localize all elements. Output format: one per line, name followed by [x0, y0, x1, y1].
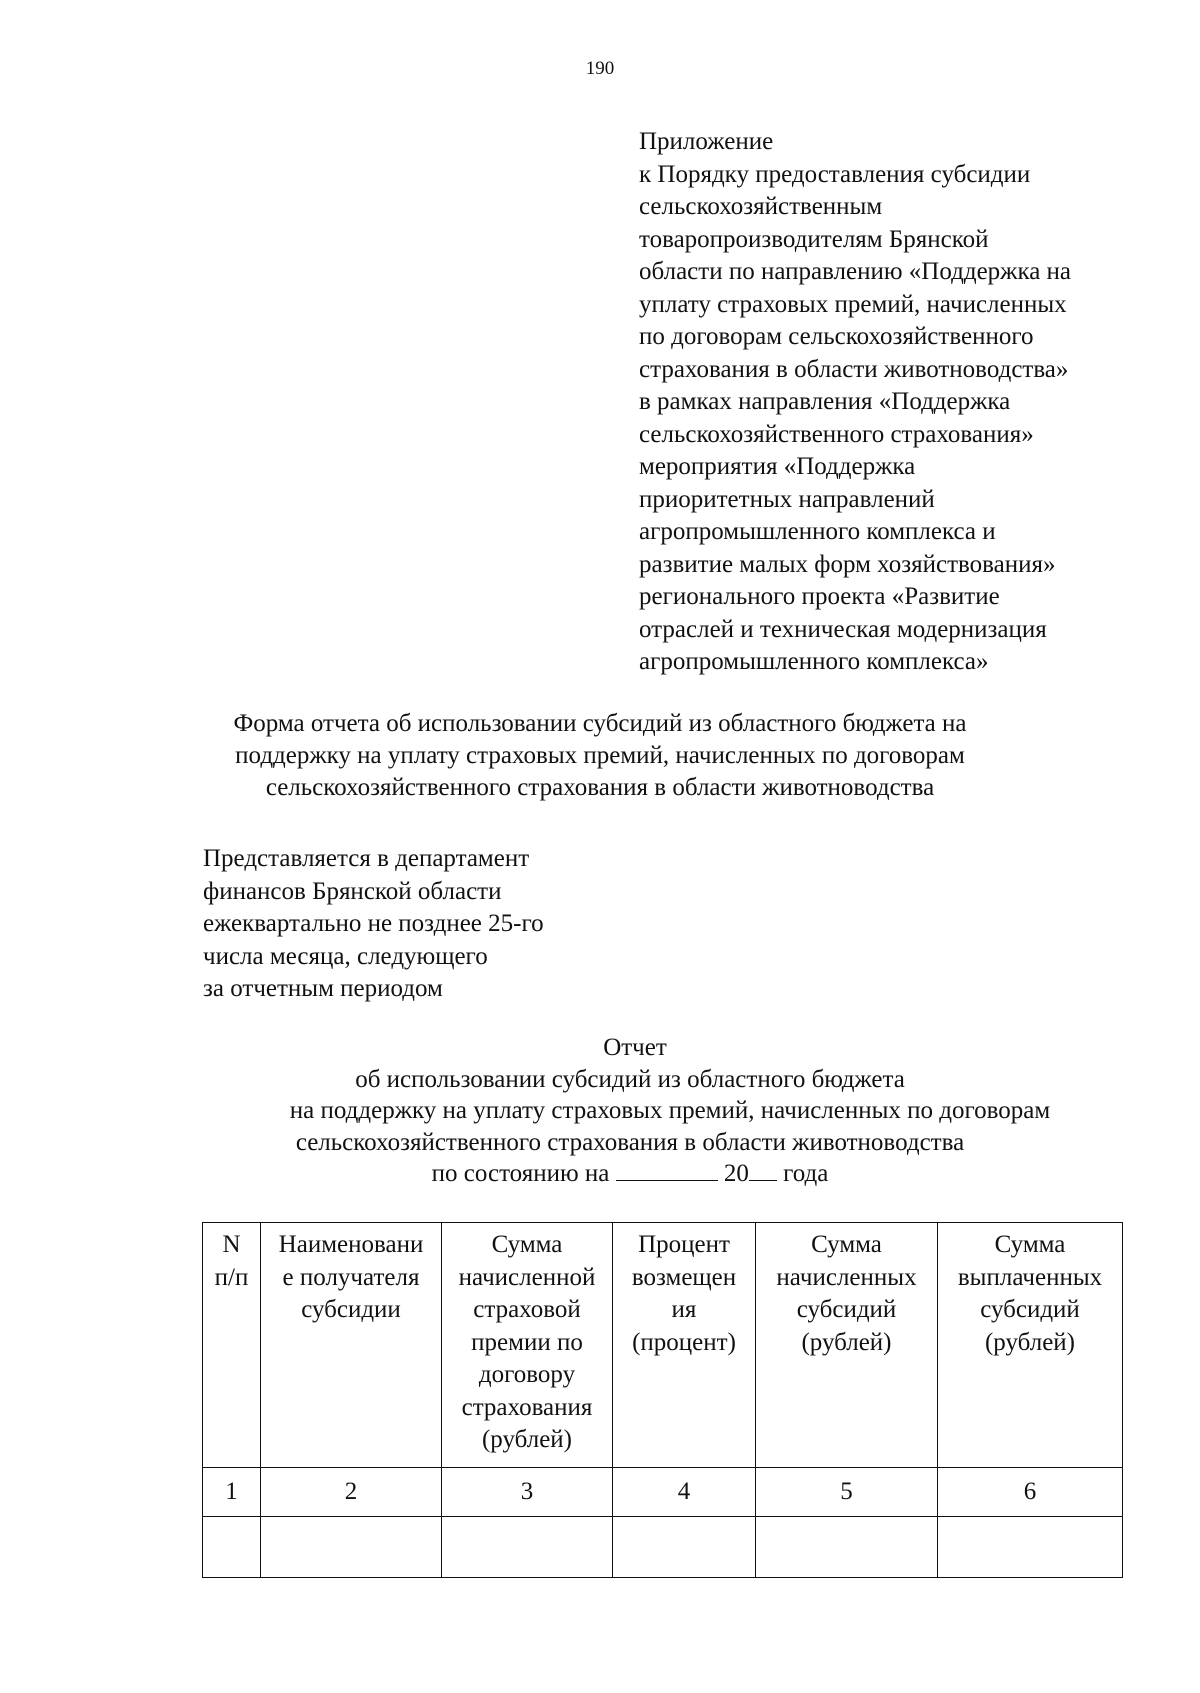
report-title	[0, 1032, 1200, 1190]
appendix-line: сельскохозяйственного страхования»	[639, 420, 1034, 448]
submission-note-line: ежеквартально не позднее 25-го	[203, 910, 544, 937]
appendix-line: товаропроизводителям Брянской	[639, 225, 989, 253]
column-number-cell: 3	[442, 1468, 613, 1517]
appendix-line: к Порядку предоставления субсидии	[639, 160, 1031, 188]
header-cell-recipient	[261, 1223, 442, 1468]
header-text: Сумма начисленных субсидий (рублей)	[776, 1231, 917, 1356]
appendix-line: по договорам сельскохозяйственного	[639, 323, 1034, 350]
appendix-line: мероприятия «Поддержка	[639, 453, 916, 480]
header-text: N п/п	[214, 1231, 249, 1291]
table-cell[interactable]	[756, 1517, 938, 1578]
table-row	[203, 1517, 1123, 1578]
submission-note	[203, 843, 653, 1006]
report-date-blank[interactable]	[616, 1158, 718, 1181]
form-title-line: поддержку на уплату страховых премий, начисленных по договорам	[235, 742, 965, 769]
header-text: Сумма начисленной страховой премии по договору страхования (рублей)	[458, 1231, 596, 1453]
appendix-line: в рамках направления «Поддержка	[639, 388, 1011, 415]
header-cell-accrued-subsidies	[756, 1223, 938, 1468]
column-number-cell: 2	[261, 1468, 442, 1517]
appendix-line: регионального проекта «Развитие	[639, 583, 1000, 610]
report-year-prefix: 20	[723, 1160, 749, 1187]
submission-note-line: финансов Брянской области	[203, 877, 502, 905]
submission-note-line: Представляется в департамент	[203, 845, 530, 872]
column-number-cell: 1	[203, 1468, 261, 1517]
form-title	[0, 708, 1200, 804]
header-cell-percent	[613, 1223, 756, 1468]
column-number-cell: 5	[756, 1468, 938, 1517]
report-subtitle-line: об использовании субсидий из областного бюджета	[355, 1065, 905, 1093]
column-number-cell: 6	[938, 1468, 1123, 1517]
form-title-line: сельскохозяйственного страхования в области животноводства	[265, 774, 935, 801]
header-text: Наименовани е получателя субсидии	[278, 1231, 424, 1323]
table-cell[interactable]	[613, 1517, 756, 1578]
header-cell-premium-sum	[442, 1223, 613, 1468]
report-year-suffix: года	[783, 1160, 829, 1187]
table-cell[interactable]	[203, 1517, 261, 1578]
table-cell[interactable]	[442, 1517, 613, 1578]
appendix-line: приоритетных направлений	[639, 485, 935, 513]
appendix-line: агропромышленного комплекса»	[639, 648, 989, 675]
header-text: Сумма выплаченных субсидий (рублей)	[957, 1231, 1103, 1356]
submission-note-line: числа месяца, следующего	[203, 942, 488, 970]
table-cell[interactable]	[261, 1517, 442, 1578]
appendix-line: развитие малых форм хозяйствования»	[639, 550, 1056, 578]
form-title-line: Форма отчета об использовании субсидий из областного бюджета на	[233, 710, 967, 737]
column-number-cell: 4	[613, 1468, 756, 1517]
page-number: 190	[585, 58, 615, 79]
header-text: Процент возмещен ия (процент)	[631, 1231, 737, 1356]
appendix-line: агропромышленного комплекса и	[639, 518, 996, 545]
header-cell-paid-subsidies	[938, 1223, 1123, 1468]
report-date-line	[0, 1158, 1200, 1190]
appendix-line: страхования в области животноводства»	[639, 355, 1069, 383]
appendix-line: Приложение	[639, 128, 774, 155]
report-heading: Отчет	[603, 1034, 667, 1061]
report-year-blank[interactable]	[749, 1158, 777, 1181]
report-subtitle-line: на поддержку на уплату страховых премий, начисленных по договорам	[289, 1097, 1051, 1124]
appendix-line: области по направлению «Поддержка на	[639, 258, 1072, 285]
appendix-line: уплату страховых премий, начисленных	[639, 290, 1067, 318]
appendix-line: сельскохозяйственным	[639, 193, 883, 220]
appendix-line: отраслей и техническая модернизация	[639, 615, 1047, 643]
report-subtitle-line: сельскохозяйственного страхования в области животноводства	[295, 1128, 965, 1156]
table-header-row	[203, 1223, 1123, 1468]
report-table	[202, 1222, 1123, 1578]
header-cell-number	[203, 1223, 261, 1468]
column-number-row	[203, 1468, 1123, 1517]
table-cell[interactable]	[938, 1517, 1123, 1578]
submission-note-line: за отчетным периодом	[203, 975, 443, 1002]
appendix-block	[639, 126, 1159, 679]
report-date-prefix: по состоянию на	[431, 1160, 610, 1187]
